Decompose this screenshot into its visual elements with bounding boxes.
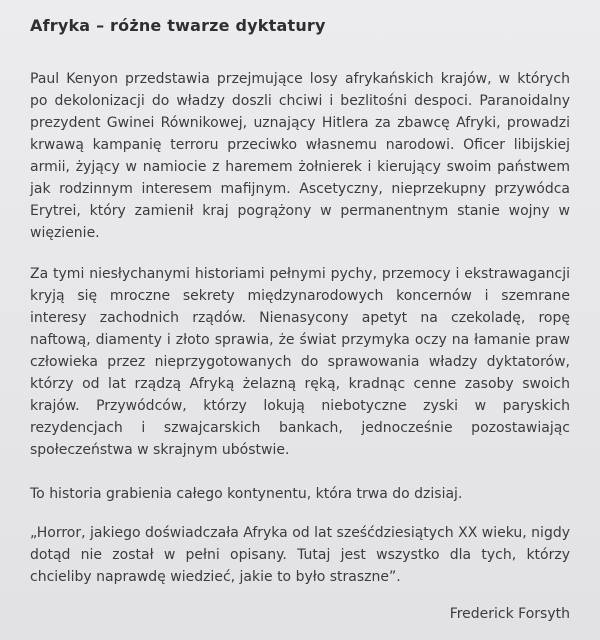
paragraph-3: To historia grabienia całego kontynentu, która trwa do dzisiaj. bbox=[30, 486, 463, 502]
page-title: Afryka – różne twarze dyktatury bbox=[30, 16, 326, 35]
paragraph-2: Za tymi niesłychanymi historiami pełnymi pychy, przemocy i ekstrawagancji kryją się mroczne sekrety międzynarodowych koncernów i szemrane interesy zachodnich rządów. Nienasycony apetyt na czekoladę, ropę naftową, diamenty i złoto sprawia, że świat przymyka oczy na łamanie praw człowieka przez nieprzygotowanych do sprawowania władzy dyktatorów, którzy od lat rządzą Afryką żelazną ręką, kradnąc cenne zasoby swoich krajów. Przywódców, którzy lokują niebotyczne zyski w paryskich rezydencjach i szwajcarskich bankach, jednocześnie pozostawiając społeczeństwa w skrajnym ubóstwie. bbox=[30, 266, 570, 458]
blurb-quote: „Horror, jakiego doświadczała Afryka od lat sześćdziesiątych XX wieku, nigdy dotąd nie został w pełni opisany. Tutaj jest wszystko dla tych, którzy chcieliby naprawdę wiedzieć, jakie to było straszne”. bbox=[30, 525, 570, 585]
quote-author: Frederick Forsyth bbox=[449, 606, 570, 622]
paragraph-1: Paul Kenyon przedstawia przejmujące losy afrykańskich krajów, w których po dekolonizacji do władzy doszli chciwi i bezlitośni despoci. Paranoidalny prezydent Gwinei Równikowej, uznający Hitlera za zbawcę Afryki, prowadzi krwawą kampanię terroru przeciwko własnemu narodowi. Oficer libijskiej armii, żyjący w namiocie z haremem żołnierek i kierujący swoim państwem jak rodzinnym interesem mafijnym. Ascetyczny, nieprzekupny przywódca Erytrei, który zamienił kraj pogrążony w permanentnym stanie wojny w więzienie. bbox=[30, 71, 570, 241]
